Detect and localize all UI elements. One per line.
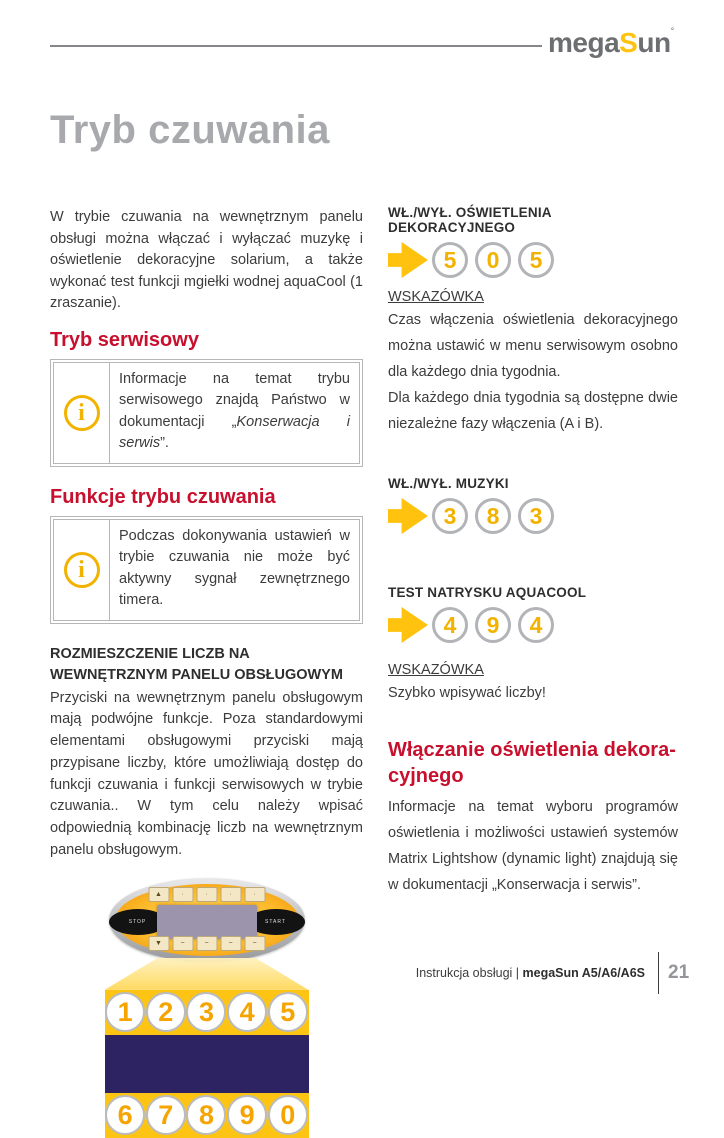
footer-doc-model: megaSun A5/A6/A6S	[522, 966, 645, 980]
arrow-right-icon	[388, 498, 428, 534]
hint-paragraph-1: Czas włączenia oświetlenia dekoracyjnego można ustawić w menu serwisowym osobno dla każdego dnia tygodnia.	[388, 312, 678, 380]
control-panel-illustration	[105, 878, 309, 1128]
footer-divider	[658, 952, 659, 994]
panel-key-up: ▲	[148, 887, 169, 902]
aquacool-code-row	[388, 607, 678, 643]
code-digit: 5	[432, 242, 468, 278]
header-rule	[50, 45, 542, 47]
music-code-row	[388, 498, 678, 534]
logo-text-s: S	[619, 27, 638, 58]
code-digit: 4	[518, 607, 554, 643]
keypad-key-0: 0	[268, 1095, 308, 1135]
deco-light-code-row	[388, 242, 678, 278]
service-note-post: ”.	[160, 435, 169, 451]
functions-note-icon-cell	[54, 520, 110, 620]
panel-oval-face	[115, 884, 299, 956]
service-note-icon-cell	[54, 363, 110, 463]
panel-oval	[109, 878, 305, 962]
number-layout-paragraph: Przyciski na wewnętrznym panelu obsługowym mają podwójne funkcje. Poza standardowymi elementami obsługowymi przyciski mają przypisane liczby, które umożliwiają dostęp do funkcji czuwania i funkcji serwisowych w trybie czuwania.. W tym celu należy wpisać odpowiednią kombinację liczb na wewnętrznym panelu obsługowym.	[50, 689, 363, 859]
panel-display	[157, 905, 257, 939]
keypad-screen	[105, 1035, 309, 1093]
logo-registered-mark: °	[670, 26, 674, 36]
info-icon: i	[64, 395, 100, 431]
keypad-row-6-0	[105, 1093, 309, 1138]
standby-functions-heading: Funkcje trybu czuwania	[50, 485, 276, 508]
keypad-key-4: 4	[227, 992, 267, 1032]
keypad-key-1: 1	[105, 992, 145, 1032]
keypad-key-5: 5	[268, 992, 308, 1032]
page-number: 21	[668, 962, 690, 983]
panel-key: −	[244, 936, 265, 951]
code-digit: 5	[518, 242, 554, 278]
functions-note-inner	[53, 519, 360, 621]
hint-label: WSKAZÓWKA	[388, 662, 484, 678]
info-icon: i	[64, 552, 100, 588]
panel-key: −	[196, 936, 217, 951]
megasun-logo	[548, 26, 674, 59]
deco-lighting-heading	[388, 737, 678, 789]
code-digit: 9	[475, 607, 511, 643]
panel-key: ·	[196, 887, 217, 902]
start-wing: START	[247, 909, 305, 935]
hint-label: WSKAZÓWKA	[388, 289, 484, 305]
panel-key: −	[172, 936, 193, 951]
keypad-key-2: 2	[146, 992, 186, 1032]
deco-lighting-paragraph: Informacje na temat wyboru programów oświetlenia i możliwości ustawień systemów Matrix Lightshow (dynamic light) znajdują się w dokumentacji „Konserwacja i serwis”.	[388, 799, 678, 893]
stop-wing: STOP	[109, 909, 167, 935]
panel-key: ·	[172, 887, 193, 902]
service-note-inner	[53, 362, 360, 464]
panel-top-keys	[148, 887, 265, 902]
keypad-key-6: 6	[105, 1095, 145, 1135]
footer-doc-label: Instrukcja obsługi |	[415, 966, 523, 980]
panel-key: ·	[220, 887, 241, 902]
hint-paragraph-2: Dla każdego dnia tygodnia są dostępne dwie niezależne fazy włączenia (A i B).	[388, 390, 678, 432]
keypad-key-9: 9	[227, 1095, 267, 1135]
hint-quick-entry: Szybko wpisywać liczby!	[388, 685, 546, 701]
service-note-box	[50, 359, 363, 467]
code-digit: 3	[432, 498, 468, 534]
logo-text-mega: mega	[548, 27, 620, 58]
left-column	[50, 207, 363, 1128]
number-keypad	[105, 990, 309, 1138]
service-mode-heading: Tryb serwisowy	[50, 328, 199, 351]
number-layout-heading: ROZMIESZCZENIE LICZB NA WEWNĘTRZNYM PANELU OBSŁUGOWYM	[50, 645, 343, 683]
functions-note-box	[50, 516, 363, 624]
panel-key-down: ▼	[148, 936, 169, 951]
keypad-key-8: 8	[186, 1095, 226, 1135]
service-note-pre: Informacje na temat trybu serwisowego znajdą Państwo w dokumentacji „	[119, 370, 350, 430]
aquacool-code-label: TEST NATRYSKU AQUACOOL	[388, 585, 587, 600]
deco-lighting-heading-line1: Włączanie oświetlenia dekora-	[388, 739, 676, 761]
deco-light-code-label: WŁ./WYŁ. OŚWIETLENIA DEKORACYJNEGO	[388, 205, 552, 235]
panel-key: −	[220, 936, 241, 951]
keypad-key-7: 7	[146, 1095, 186, 1135]
music-code-label: WŁ./WYŁ. MUZYKI	[388, 476, 509, 491]
footer-document-title	[416, 966, 645, 980]
keypad-key-3: 3	[186, 992, 226, 1032]
intro-paragraph: W trybie czuwania na wewnętrznym panelu obsługi można włączać i wyłączać muzykę i oświetlenie dekoracyjne solarium, a także wykonać test funkcji mgiełki wodnej aquaCool (1 zraszanie).	[50, 209, 363, 311]
functions-note-text: Podczas dokonywania ustawień w trybie czuwania nie może być aktywny sygnał zewnętrznego timera.	[119, 527, 350, 608]
keypad-row-1-5	[105, 990, 309, 1035]
logo-text-un: un	[637, 27, 671, 58]
arrow-right-icon	[388, 242, 428, 278]
page-title: Tryb czuwania	[50, 108, 330, 152]
deco-lighting-heading-line2: cyjnego	[388, 765, 464, 787]
panel-key: ·	[244, 887, 265, 902]
light-beam	[105, 958, 309, 990]
code-digit: 4	[432, 607, 468, 643]
code-digit: 3	[518, 498, 554, 534]
code-digit: 0	[475, 242, 511, 278]
right-column	[388, 205, 678, 898]
service-note-text	[110, 363, 359, 463]
arrow-right-icon	[388, 607, 428, 643]
code-digit: 8	[475, 498, 511, 534]
service-note-italic: Konserwacja i serwis	[119, 413, 350, 451]
page-footer	[416, 952, 696, 994]
panel-bottom-keys	[148, 936, 265, 951]
